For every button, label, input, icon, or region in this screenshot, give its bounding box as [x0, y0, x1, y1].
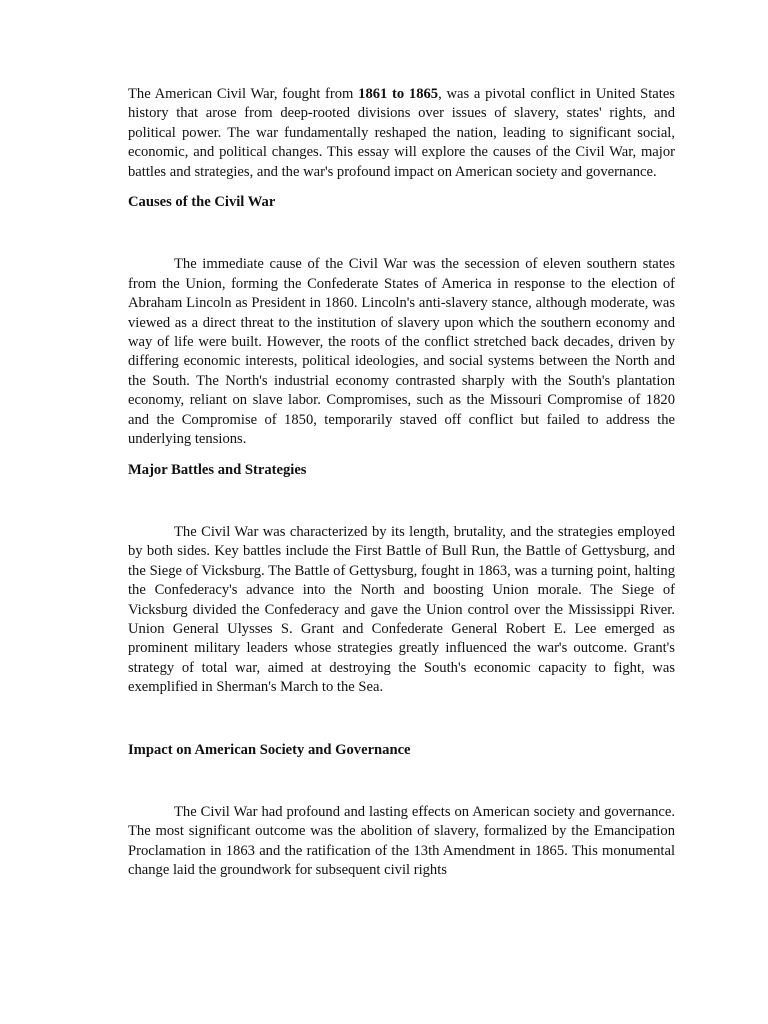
heading-battles: Major Battles and Strategies — [128, 461, 307, 478]
document-page — [128, 85, 675, 881]
paragraph-impact: The Civil War had profound and lasting effects on American society and governance. The most significant outcome was the abolition of slavery, formalized by the Emancipation Proclamation in 1863 and the ratification of the 13th Amendment in 1865. This monumental change laid the groundwork for subsequent civil rights — [128, 803, 675, 879]
intro-text-end: , was a pivotal conflict in United States history that arose from deep-rooted divisions over issues of slavery, states' rights, and political power. The war fundamentally reshaped the nation, leading to significant social, economic, and political changes. This essay will explore the causes of the Civil War, major battles and strategies, and the war's profound impact on American society and governance. — [128, 86, 675, 180]
intro-paragraph — [128, 85, 675, 182]
heading-impact: Impact on American Society and Governance — [128, 741, 411, 758]
intro-text-start: The American Civil War, fought from — [128, 86, 359, 102]
paragraph-causes: The immediate cause of the Civil War was the secession of eleven southern states from the Union, forming the Confederate States of America in response to the election of Abraham Lincoln as President in 1860. Lincoln's anti-slavery stance, although moderate, was viewed as a direct threat to the institution of slavery upon which the southern economy and way of life were built. However, the roots of the conflict stretched back decades, driven by differing economic interests, political ideologies, and social systems between the North and the South. The North's industrial economy contrasted sharply with the South's plantation economy, reliant on slave labor. Compromises, such as the Missouri Compromise of 1820 and the Compromise of 1850, temporarily staved off conflict but failed to address the underlying tensions. — [128, 256, 675, 448]
intro-date-range: 1861 to 1865 — [358, 86, 439, 102]
paragraph-battles: The Civil War was characterized by its length, brutality, and the strategies employed by both sides. Key battles include the First Battle of Bull Run, the Battle of Gettysburg, and the Siege of Vicksburg. The Battle of Gettysburg, fought in 1863, was a turning point, halting the Confederacy's advance into the North and boosting Union morale. The Siege of Vicksburg divided the Confederacy and gave the Union control over the Mississippi River. Union General Ulysses S. Grant and Confederate General Robert E. Lee emerged as prominent military leaders whose strategies greatly influenced the war's outcome. Grant's strategy of total war, aimed at destroying the South's economic capacity to fight, was exemplified in Sherman's March to the Sea. — [128, 523, 675, 696]
heading-causes: Causes of the Civil War — [128, 194, 276, 211]
